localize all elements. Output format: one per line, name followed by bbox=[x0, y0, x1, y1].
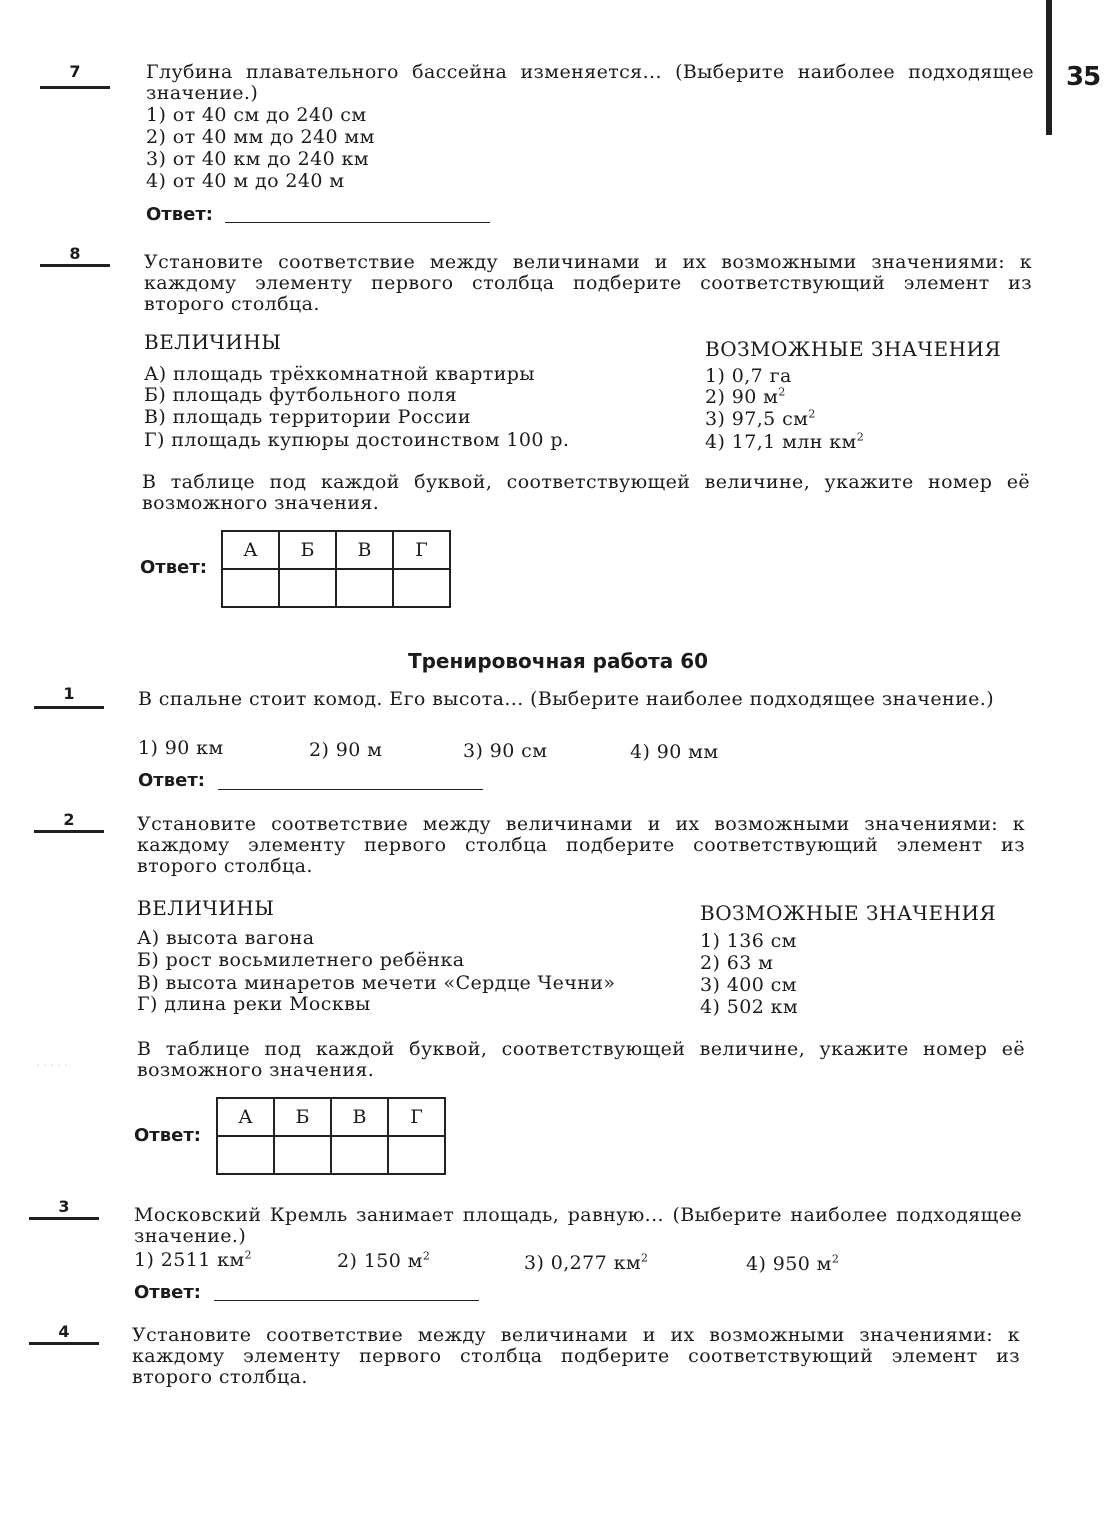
task-2-instruction: В таблице под каждой буквой, соответствующей величине, укажите номер её возможного значения. bbox=[137, 1038, 1025, 1081]
task-8-left-header: ВЕЛИЧИНЫ bbox=[144, 330, 282, 354]
page-number: 35 bbox=[1066, 62, 1101, 92]
task-2-left-item-v: В) высота минаретов мечети «Сердце Чечни» bbox=[137, 972, 616, 994]
task-8-left-item-a: А) площадь трёхкомнатной квартиры bbox=[144, 363, 535, 385]
scan-smudge: . . . . . bbox=[36, 1056, 68, 1069]
task-2-right-item-3: 3) 400 см bbox=[700, 974, 797, 996]
task-3-option-2: 2) 150 $м^2$ bbox=[337, 1249, 431, 1272]
task-1-number: 1 bbox=[63, 684, 75, 703]
task-1-rule bbox=[34, 706, 104, 709]
task-8-left-item-b: Б) площадь футбольного поля bbox=[144, 384, 458, 406]
task-2-cell-a[interactable] bbox=[217, 1136, 274, 1174]
task-1-answer-line[interactable] bbox=[218, 789, 483, 790]
task-2-left-header: ВЕЛИЧИНЫ bbox=[137, 896, 275, 920]
task-2-cell-g[interactable] bbox=[388, 1136, 445, 1174]
task-7-answer-label: Ответ: bbox=[146, 204, 213, 225]
task-4-rule bbox=[29, 1342, 99, 1345]
task-3-option-1: 1) 2511 $км^2$ bbox=[134, 1248, 252, 1271]
task-2-cell-b[interactable] bbox=[274, 1136, 331, 1174]
task-1-option-4: 4) 90 мм bbox=[630, 741, 719, 763]
task-2-cell-v[interactable] bbox=[331, 1136, 388, 1174]
task-1-option-1: 1) 90 км bbox=[138, 737, 224, 759]
task-2-col-a: А bbox=[217, 1098, 274, 1136]
task-8-cell-v[interactable] bbox=[336, 569, 393, 607]
task-3-option-3: 3) 0,277 $км^2$ bbox=[524, 1251, 649, 1274]
task-7-option-4: 4) от 40 м до 240 м bbox=[146, 170, 345, 192]
task-2-right-item-4: 4) 502 км bbox=[700, 996, 799, 1018]
task-7-option-1: 1) от 40 см до 240 см bbox=[146, 104, 367, 126]
task-8-col-g: Г bbox=[393, 531, 450, 569]
task-7-question: Глубина плавательного бассейна изменяется... (Выберите наиболее подходящее значение.) bbox=[146, 61, 1034, 104]
task-3-answer-label: Ответ: bbox=[134, 1282, 201, 1303]
page-edge-bar bbox=[1046, 0, 1052, 135]
task-2-right-item-1: 1) 136 см bbox=[700, 930, 797, 952]
task-8-col-b: Б bbox=[279, 531, 336, 569]
task-2-col-v: В bbox=[331, 1098, 388, 1136]
task-3-question: Московский Кремль занимает площадь, равную... (Выберите наиболее подходящее значение.) bbox=[134, 1204, 1022, 1247]
task-8-cell-a[interactable] bbox=[222, 569, 279, 607]
task-8-number: 8 bbox=[69, 244, 81, 263]
task-8-left-item-v: В) площадь территории России bbox=[144, 406, 471, 428]
task-8-answer-label: Ответ: bbox=[140, 557, 207, 578]
task-4-number: 4 bbox=[58, 1322, 70, 1341]
task-8-right-header: ВОЗМОЖНЫЕ ЗНАЧЕНИЯ bbox=[705, 337, 1002, 361]
task-7-option-3: 3) от 40 км до 240 км bbox=[146, 148, 369, 170]
task-8-right-item-1: 1) 0,7 га bbox=[705, 365, 792, 387]
task-2-answer-label: Ответ: bbox=[134, 1125, 201, 1146]
task-1-question: В спальне стоит комод. Его высота... (Выберите наиболее подходящее значение.) bbox=[138, 688, 995, 710]
task-2-right-item-2: 2) 63 м bbox=[700, 952, 774, 974]
task-2-question: Установите соответствие между величинами и их возможными значениями: к каждому элементу первого столбца подберите соответствующий элемент из второго столбца. bbox=[137, 813, 1025, 877]
task-8-left-item-g: Г) площадь купюры достоинством 100 р. bbox=[144, 429, 570, 451]
task-8-cell-b[interactable] bbox=[279, 569, 336, 607]
task-3-number: 3 bbox=[58, 1197, 70, 1216]
task-7-number: 7 bbox=[69, 62, 81, 81]
task-3-rule bbox=[29, 1217, 99, 1220]
task-2-number: 2 bbox=[63, 810, 75, 829]
task-8-col-v: В bbox=[336, 531, 393, 569]
task-8-right-item-4: 4) 17,1 млн $км^2$ bbox=[705, 430, 865, 453]
task-2-left-item-g: Г) длина реки Москвы bbox=[137, 993, 371, 1015]
task-8-instruction: В таблице под каждой буквой, соответствующей величине, укажите номер её возможного значения. bbox=[142, 471, 1030, 514]
task-8-rule bbox=[40, 264, 110, 267]
task-3-answer-line[interactable] bbox=[214, 1300, 479, 1301]
task-2-left-item-b: Б) рост восьмилетнего ребёнка bbox=[137, 949, 465, 971]
task-8-question: Установите соответствие между величинами и их возможными значениями: к каждому элементу первого столбца подберите соответствующий элемент из второго столбца. bbox=[144, 251, 1032, 315]
task-8-cell-g[interactable] bbox=[393, 569, 450, 607]
task-8-answer-table bbox=[221, 530, 451, 608]
task-8-right-item-2: 2) 90 $м^2$ bbox=[705, 385, 786, 408]
task-7-option-2: 2) от 40 мм до 240 мм bbox=[146, 126, 375, 148]
task-8-right-item-3: 3) 97,5 $см^2$ bbox=[705, 407, 816, 430]
task-2-rule bbox=[34, 830, 104, 833]
section-title: Тренировочная работа 60 bbox=[407, 649, 709, 673]
task-3-option-4: 4) 950 $м^2$ bbox=[746, 1252, 840, 1275]
task-1-option-2: 2) 90 м bbox=[309, 739, 383, 761]
task-8-col-a: А bbox=[222, 531, 279, 569]
task-2-col-g: Г bbox=[388, 1098, 445, 1136]
task-4-question: Установите соответствие между величинами и их возможными значениями: к каждому элементу первого столбца подберите соответствующий элемент из второго столбца. bbox=[132, 1324, 1020, 1388]
task-7-answer-line[interactable] bbox=[225, 222, 490, 223]
task-7-rule bbox=[40, 86, 110, 89]
task-1-answer-label: Ответ: bbox=[138, 770, 205, 791]
task-2-left-item-a: А) высота вагона bbox=[137, 927, 315, 949]
task-2-answer-table bbox=[216, 1097, 446, 1175]
task-2-right-header: ВОЗМОЖНЫЕ ЗНАЧЕНИЯ bbox=[700, 901, 997, 925]
task-2-col-b: Б bbox=[274, 1098, 331, 1136]
task-1-option-3: 3) 90 см bbox=[463, 740, 548, 762]
